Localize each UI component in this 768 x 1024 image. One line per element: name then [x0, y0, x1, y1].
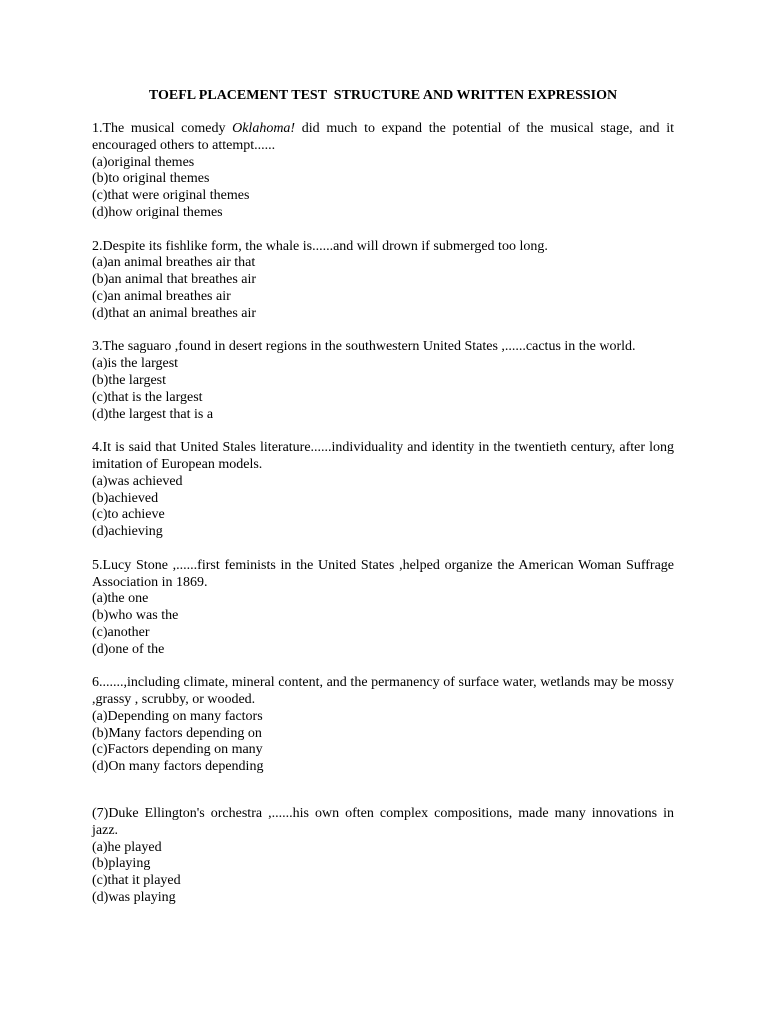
question-stem: 2.Despite its fishlike form, the whale is......and will drown if submerged too long.	[92, 238, 548, 254]
option-list	[92, 840, 674, 907]
option-a: (a)he played	[92, 839, 162, 855]
question-1	[92, 121, 674, 222]
page-title: TOEFL PLACEMENT TEST STRUCTURE AND WRITTEN EXPRESSION	[148, 88, 618, 103]
question-6	[92, 675, 674, 776]
option-a: (a)original themes	[92, 154, 195, 170]
stem-italic-title: Oklahoma!	[232, 121, 296, 136]
option-a: (a)an animal breathes air that	[92, 255, 256, 271]
option-c: (c)another	[92, 624, 150, 640]
option-c: (c)to achieve	[92, 507, 165, 523]
option-b: (b)Many factors depending on	[92, 725, 262, 741]
option-c: (c)that is the largest	[92, 389, 203, 405]
option-c: (c)Factors depending on many	[92, 742, 263, 758]
option-d: (d)that an animal breathes air	[92, 305, 257, 321]
option-c: (c)an animal breathes air	[92, 288, 231, 304]
question-stem: 4.It is said that United Stales literature......individuality and identity in the twentieth century, after long imitation of European models.	[92, 440, 674, 472]
document-page	[92, 88, 674, 924]
question-stem: 5.Lucy Stone ,......first feminists in the United States ,helped organize the American Woman Suffrage Association in 1869.	[92, 557, 674, 590]
option-b: (b)who was the	[92, 608, 179, 624]
option-b: (b)the largest	[92, 372, 166, 388]
question-stem: 3.The saguaro ,found in desert regions in the southwestern United States ,......cactus in the world.	[92, 339, 636, 355]
option-d: (d)achieving	[92, 524, 163, 540]
option-list	[92, 474, 674, 541]
option-a: (a)the one	[92, 591, 149, 607]
option-b: (b)to original themes	[92, 171, 210, 187]
option-d: (d)one of the	[92, 641, 165, 657]
question-stem: 6.......,including climate, mineral content, and the permanency of surface water, wetlands may be mossy ,grassy , scrubby, or wooded.	[92, 675, 674, 708]
option-list	[92, 709, 674, 776]
question-3	[92, 339, 674, 423]
option-list	[92, 356, 674, 423]
option-c: (c)that were original themes	[92, 188, 250, 204]
stem-text-after: did much to expand the potential of the musical stage, and it encouraged others to attempt......	[92, 121, 674, 153]
question-stem: (7)Duke Ellington's orchestra ,......his own often complex compositions, made many innovations in jazz.	[92, 806, 674, 838]
question-4	[92, 440, 674, 541]
option-a: (a)Depending on many factors	[92, 708, 263, 724]
question-2	[92, 239, 674, 323]
option-b: (b)playing	[92, 856, 151, 872]
option-list	[92, 591, 674, 658]
stem-text-before: 1.The musical comedy	[92, 121, 233, 136]
option-list	[92, 155, 674, 222]
option-d: (d)the largest that is a	[92, 406, 214, 422]
question-stem	[92, 121, 674, 155]
option-c: (c)that it played	[92, 873, 181, 889]
question-5	[92, 558, 674, 659]
option-a: (a)was achieved	[92, 473, 183, 489]
option-b: (b)achieved	[92, 490, 159, 506]
option-d: (d)how original themes	[92, 204, 223, 220]
option-b: (b)an animal that breathes air	[92, 272, 257, 288]
option-d: (d)On many factors depending	[92, 759, 264, 775]
option-d: (d)was playing	[92, 890, 176, 906]
question-7	[92, 806, 674, 907]
option-list	[92, 255, 674, 322]
option-a: (a)is the largest	[92, 356, 179, 372]
